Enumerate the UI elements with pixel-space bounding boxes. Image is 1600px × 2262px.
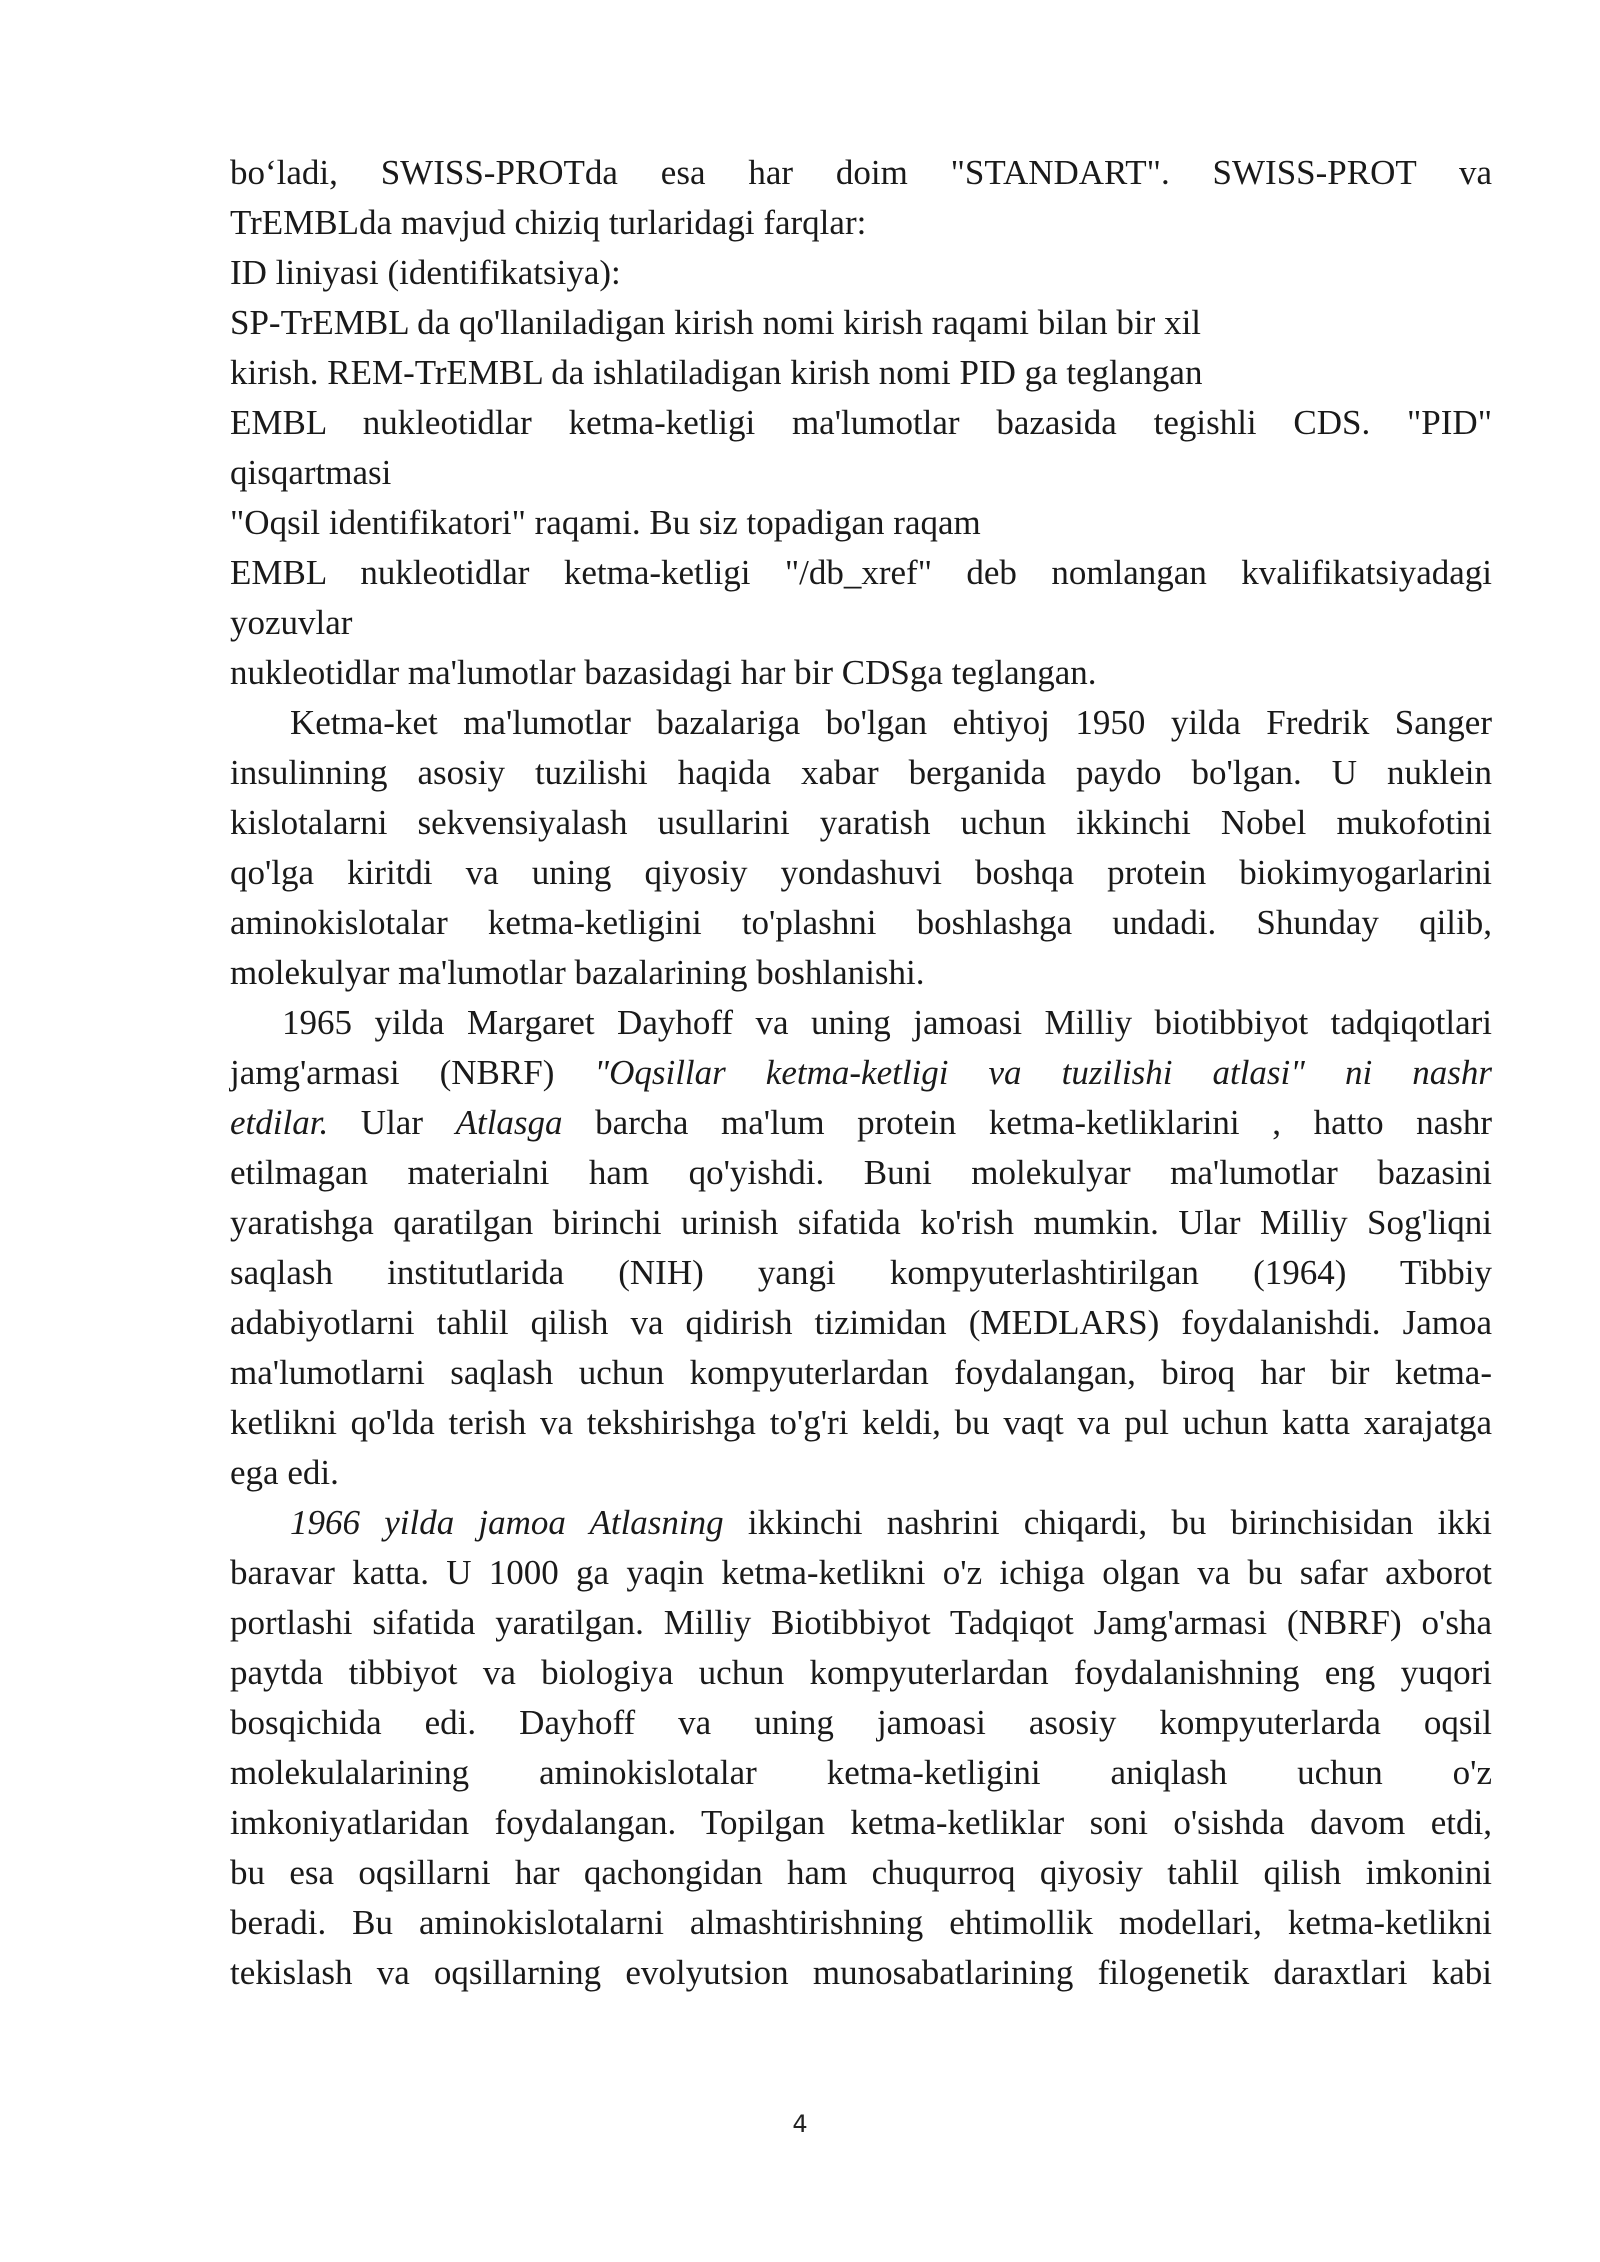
paragraph-line: saqlash institutlarida (NIH) yangi kompyuterlashtirilgan (1964) Tibbiy [230, 1253, 1492, 1292]
id-block-line-8: nukleotidlar ma'lumotlar bazasidagi har bir CDSga teglangan. [230, 653, 1097, 692]
id-block-line-1: SP-TrEMBL da qo'llaniladigan kirish nomi kirish raqami bilan bir xil [230, 303, 1202, 342]
document-page [230, 148, 1492, 1998]
intro-line-1: bo‘ladi, SWISS-PROTda esa har doim "STANDART". SWISS-PROT va [230, 153, 1492, 192]
id-block-line-3: EMBL nukleotidlar ketma-ketligi ma'lumotlar bazasida tegishli CDS. "PID" [230, 403, 1492, 442]
id-block-line-6: EMBL nukleotidlar ketma-ketligi "/db_xref" deb nomlangan kvalifikatsiyadagi [230, 553, 1492, 592]
paragraph-line: 1965 yilda Margaret Dayhoff va uning jamoasi Milliy biotibbiyot tadqiqotlari [282, 1003, 1492, 1042]
paragraph-line [230, 1048, 1492, 1098]
paragraph-line: ma'lumotlarni saqlash uchun kompyuterlardan foydalangan, biroq har bir ketma- [230, 1353, 1492, 1392]
paragraph-line: yaratishga qaratilgan birinchi urinish sifatida ko'rish mumkin. Ular Milliy Sog'liqni [230, 1203, 1492, 1242]
intro-line-3: ID liniyasi (identifikatsiya): [230, 253, 621, 292]
italic-text: Atlasga [455, 1103, 563, 1142]
paragraph-line: ketlikni qo'lda terish va tekshirishga to'g'ri keldi, bu vaqt va pul uchun katta xarajatga [230, 1403, 1492, 1442]
id-block-line-5: "Oqsil identifikatori" raqami. Bu siz topadigan raqam [230, 503, 981, 542]
paragraph-line: aminokislotalar ketma-ketligini to'plashni boshlashga undadi. Shunday qilib, [230, 903, 1492, 942]
id-block-line-4: qisqartmasi [230, 453, 392, 492]
page-number: 4 [792, 2110, 808, 2138]
paragraph-line: Ketma-ket ma'lumotlar bazalariga bo'lgan ehtiyoj 1950 yilda Fredrik Sanger [290, 703, 1492, 742]
paragraph-line: molekulalarining aminokislotalar ketma-ketligini aniqlash uchun o'z [230, 1753, 1492, 1792]
paragraph-line [230, 1098, 1492, 1148]
atlas-title-italic: "Oqsillar ketma-ketligi va tuzilishi atlasi" ni nashr [594, 1053, 1492, 1092]
paragraph-line: beradi. Bu aminokislotalarni almashtirishning ehtimollik modellari, ketma-ketlikni [230, 1903, 1492, 1942]
paragraph-dayhoff-1965 [230, 998, 1492, 1498]
paragraph-line: paytda tibbiyot va biologiya uchun kompyuterlardan foydalanishning eng yuqori [230, 1653, 1492, 1692]
paragraph-line: ega edi. [230, 1453, 339, 1492]
intro-line-2: TrEMBLda mavjud chiziq turlaridagi farqlar: [230, 203, 867, 242]
paragraph-text: jamg'armasi (NBRF) [230, 1053, 595, 1092]
paragraph-text: barcha ma'lum protein ketma-ketliklarini , hatto nashr [562, 1103, 1492, 1142]
paragraph-line: portlashi sifatida yaratilgan. Milliy Biotibbiyot Tadqiqot Jamg'armasi (NBRF) o'sha [230, 1603, 1492, 1642]
paragraph-line: imkoniyatlaridan foydalangan. Topilgan ketma-ketliklar soni o'sishda davom etdi, [230, 1803, 1492, 1842]
paragraph-line: tekislash va oqsillarning evolyutsion munosabatlarining filogenetik daraxtlari kabi [230, 1953, 1492, 1992]
paragraph-line: molekulyar ma'lumotlar bazalarining boshlanishi. [230, 953, 925, 992]
paragraph-line: kislotalarni sekvensiyalash usullarini yaratish uchun ikkinchi Nobel mukofotini [230, 803, 1492, 842]
paragraph-line: insulinning asosiy tuzilishi haqida xabar berganida paydo bo'lgan. U nuklein [230, 753, 1492, 792]
italic-text: 1966 yilda jamoa Atlasning [290, 1503, 724, 1542]
paragraph-line: adabiyotlarni tahlil qilish va qidirish tizimidan (MEDLARS) foydalanishdi. Jamoa [230, 1303, 1492, 1342]
paragraph-line: qo'lga kiritdi va uning qiyosiy yondashuvi boshqa protein biokimyogarlarini [230, 853, 1492, 892]
paragraph-atlas-1966 [230, 1498, 1492, 1998]
paragraph-line: bosqichida edi. Dayhoff va uning jamoasi asosiy kompyuterlarda oqsil [230, 1703, 1492, 1742]
paragraph-line [230, 1498, 1492, 1548]
paragraph-text: ikkinchi nashrini chiqardi, bu birinchisidan ikki [723, 1503, 1492, 1542]
id-block-line-2: kirish. REM-TrEMBL da ishlatiladigan kirish nomi PID ga teglangan [230, 353, 1203, 392]
paragraph-sanger [230, 698, 1492, 998]
paragraph-line: etilmagan materialni ham qo'yishdi. Buni molekulyar ma'lumotlar bazasini [230, 1153, 1492, 1192]
id-block-line-7: yozuvlar [230, 603, 353, 642]
paragraph-text: Ular [328, 1103, 456, 1142]
paragraph-line: bu esa oqsillarni har qachongidan ham chuqurroq qiyosiy tahlil qilish imkonini [230, 1853, 1492, 1892]
italic-text: etdilar. [230, 1103, 329, 1142]
paragraph-line: baravar katta. U 1000 ga yaqin ketma-ketlikni o'z ichiga olgan va bu safar axborot [230, 1553, 1492, 1592]
